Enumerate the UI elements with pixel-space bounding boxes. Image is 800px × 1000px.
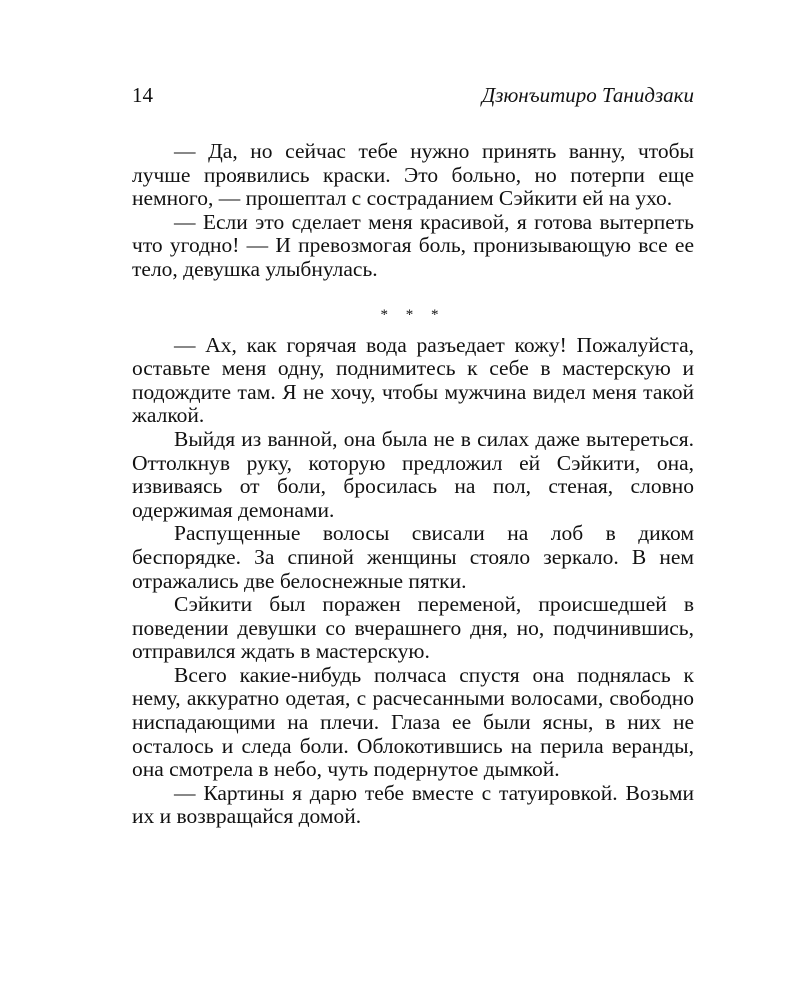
paragraph: — Картины я дарю тебе вместе с татуировкой. Возьми их и возвращайся домой. — [132, 780, 694, 829]
paragraph: Распущенные волосы свисали на лоб в диком беспорядке. За спиной женщины стояло зеркало. В нем отражались две белоснежные пятки. — [132, 521, 694, 593]
running-title: Дзюнъитиро Танидзаки — [481, 83, 694, 107]
page-number: 14 — [132, 83, 153, 107]
paragraph: Выйдя из ванной, она была не в силах даже вытереться. Оттолкнув руку, которую предложил ей Сэйкити, она, извиваясь от боли, бросилась на пол, стеная, словно одержимая демонами. — [132, 426, 694, 522]
body-text — [132, 140, 694, 829]
paragraph: Всего какие-нибудь полчаса спустя она поднялась к нему, аккуратно одетая, с расчесанными волосами, свободно ниспадающими на плечи. Глаза ее были ясны, в них не осталось и следа боли. Облокотившись на перила веранды, она смотрела в небо, чуть подернутое дымкой. — [132, 662, 694, 782]
paragraph: Сэйкити был поражен переменой, происшедшей в поведении девушки со вчерашнего дня, но, подчинившись, отправился ждать в мастерскую. — [132, 592, 694, 664]
page-header — [132, 80, 694, 110]
paragraph: — Если это сделает меня красивой, я готова вытерпеть что угодно! — И превозмогая боль, пронизывающую все ее тело, девушка улыбнулась. — [132, 209, 694, 281]
book-page — [132, 80, 694, 829]
paragraph: — Да, но сейчас тебе нужно принять ванну, чтобы лучше проявились краски. Это больно, но потерпи еще немного, — прошептал с состраданием Сэйкити ей на ухо. — [132, 139, 694, 211]
section-separator: * * * — [380, 306, 446, 323]
paragraph: — Ах, как горячая вода разъедает кожу! Пожалуйста, оставьте меня одну, поднимитесь к себе в мастерскую и подождите там. Я не хочу, чтобы мужчина видел меня такой жалкой. — [132, 332, 694, 428]
